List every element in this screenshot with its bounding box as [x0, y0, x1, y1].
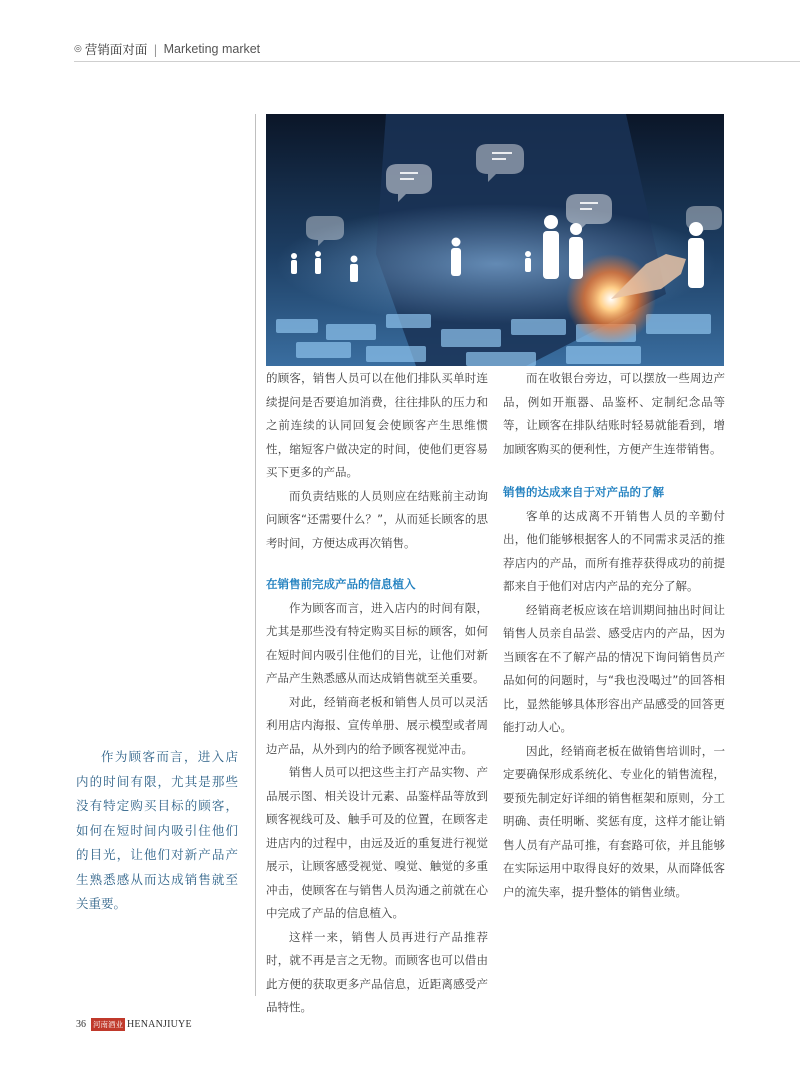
column-divider: [255, 114, 256, 996]
paragraph: 经销商老板应该在培训期间抽出时间让销售人员亲自品尝、感受店内的产品，因为当顾客在不了解产品的情况下询问销售员产品如何的问题时，与“我也没喝过”的回答相比，显然能够具体形容出产品感受的回答更能打动人心。: [503, 602, 725, 734]
paragraph: 作为顾客而言，进入店内的时间有限，尤其是那些没有特定购买目标的顾客，如何在短时间内吸引住他们的目光，让他们对新产品产生熟悉感从而达成销售就至关重要。: [266, 600, 488, 685]
paragraph: 这样一来，销售人员再进行产品推荐时，就不再是言之无物。而顾客也可以借由此方便的获取更多产品信息，近距离感受产品特性。: [266, 929, 488, 1014]
feature-photo: [266, 114, 724, 366]
magazine-logo: 河南酒业: [93, 1020, 123, 1029]
paragraph: 的顾客，销售人员可以在他们排队买单时连续提问是否要追加消费，往往排队的压力和之前连续的认同回复会使顾客产生思维惯性，缩短客户做决定的时间，使他们更容易买下更多的产品。: [266, 371, 488, 479]
subheading: 在销售前完成产品的信息植入: [266, 577, 416, 591]
paragraph: 销售人员可以把这些主打产品实物、产品展示图、相关设计元素、品鉴样品等放到顾客视线可及、触手可及的位置，在顾客走进店内的过程中，由远及近的重复进行视觉展示，让顾客感受视觉、嗅觉、触觉的多重冲击，使顾客在与销售人员沟通之前就在心中完成了产品的信息植入。: [266, 765, 488, 920]
magazine-brand: HENANJIUYE: [127, 1019, 192, 1030]
header-separator: |: [153, 41, 158, 57]
page-footer: [76, 1018, 192, 1031]
header-rule: [74, 61, 800, 62]
circle-bullet-icon: ◎: [74, 44, 82, 54]
article-column-right: [503, 367, 725, 904]
pull-quote: 作为顾客而言，进入店内的时间有限，尤其是那些没有特定购买目标的顾客，如何在短时间内吸引住他们的目光，让他们对新产品产生熟悉感从而达成销售就至关重要。: [76, 749, 238, 911]
paragraph: 客单的达成离不开销售人员的辛勤付出，他们能够根据客人的不同需求灵活的推荐店内的产品，而所有推荐获得成功的前提都来自于他们对店内产品的充分了解。: [503, 508, 725, 593]
section-title-en: Marketing market: [163, 42, 261, 56]
paragraph: 而在收银台旁边，可以摆放一些周边产品，例如开瓶器、品鉴杯、定制纪念品等等，让顾客在排队结账时轻易就能看到，增加顾客购买的便利性，方便产生连带销售。: [503, 371, 725, 456]
page-number: 36: [76, 1019, 86, 1030]
article-column-left: [266, 367, 488, 1020]
paragraph: 对此，经销商老板和销售人员可以灵活利用店内海报、宣传单册、展示模型或者周边产品，从外到内的给予顾客视觉冲击。: [266, 694, 488, 756]
page-header: [74, 38, 260, 60]
subheading: 销售的达成来自于对产品的了解: [503, 485, 664, 499]
paragraph: 因此，经销商老板在做销售培训时，一定要确保形成系统化、专业化的销售流程，要预先制定好详细的销售框架和原则，分工明确、责任明晰、奖惩有度，这样才能让销售人员有产品可推，有套路可依，并且能够在实际运用中取得良好的效果，从而降低客户的流失率，提升整体的销售业绩。: [503, 743, 725, 899]
paragraph: 而负责结账的人员则应在结账前主动询问顾客“还需要什么？”，从而延长顾客的思考时间，方便达成再次销售。: [266, 488, 488, 550]
section-title-cn: 营销面对面: [84, 42, 148, 57]
